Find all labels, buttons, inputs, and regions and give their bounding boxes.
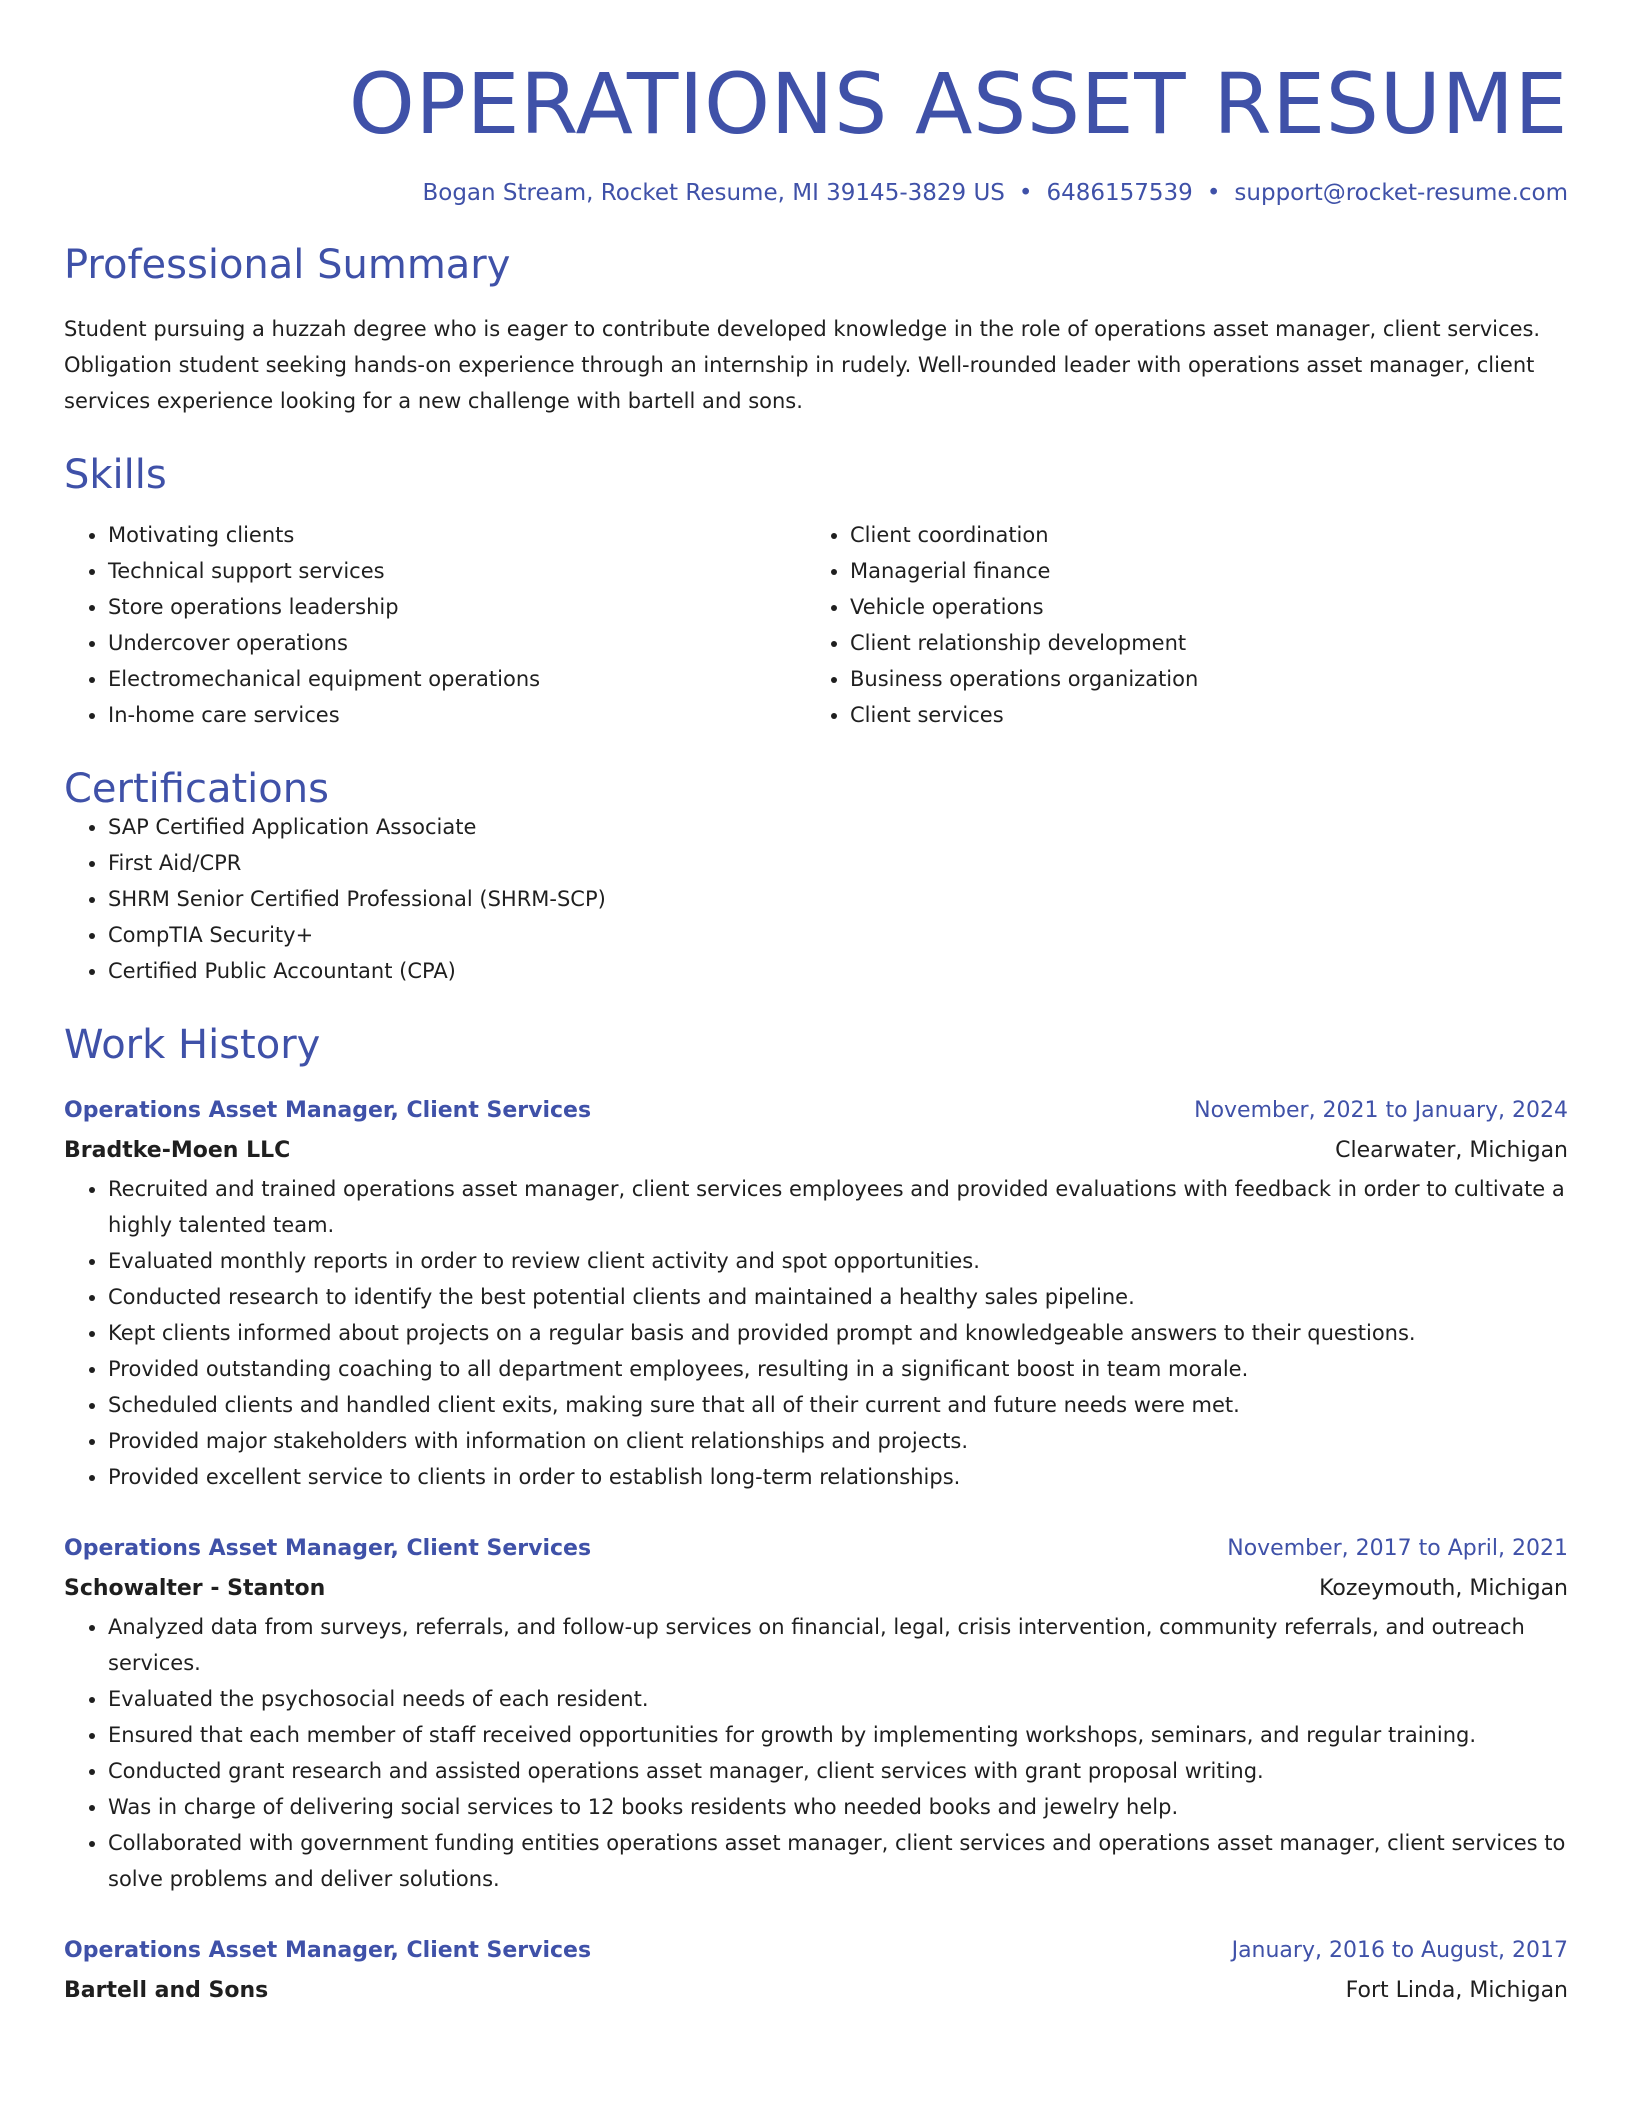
job-bullets (64, 1171, 1568, 1495)
resume-title: OPERATIONS ASSET RESUME (348, 55, 1568, 153)
contact-line (64, 182, 1568, 205)
skill-item: • Undercover operations (108, 625, 806, 661)
skill-item: • Electromechanical equipment operations (108, 661, 806, 697)
skills-column-left (64, 517, 806, 733)
skill-item: • Store operations leadership (108, 589, 806, 625)
summary-text: Student pursuing a huzzah degree who is eager to contribute developed knowledge in the role of operations asset manager, client services. Obligation student seeking hands-on experience through an internship in rudely. Well-rounded leader with operations asset manager, client services experience looking for a new challenge with bartell and sons. (64, 317, 1541, 413)
job-company-row (64, 1131, 1568, 1171)
job-title: Operations Asset Manager, Client Services (64, 1536, 592, 1561)
certification-item: • Certified Public Accountant (CPA) (108, 953, 1568, 989)
job-bullet: • Ensured that each member of staff received opportunities for growth by implementing workshops, seminars, and regular training. (108, 1717, 1568, 1753)
job-header-row (64, 1529, 1568, 1569)
job-company-row (64, 1971, 1568, 2011)
job-company: Bradtke-Moen LLC (64, 1138, 291, 1163)
job-dates: November, 2021 to January, 2024 (1194, 1098, 1568, 1123)
work-history-heading: Work History (64, 1022, 321, 1068)
contact-separator: • (1018, 180, 1033, 206)
certification-item: • SAP Certified Application Associate (108, 809, 1568, 845)
job-bullet: • Conducted research to identify the best potential clients and maintained a healthy sales pipeline. (108, 1279, 1568, 1315)
job-bullet: • Evaluated the psychosocial needs of each resident. (108, 1681, 1568, 1717)
skill-item: • Vehicle operations (850, 589, 1548, 625)
skill-item: • In-home care services (108, 697, 806, 733)
certification-item: • SHRM Senior Certified Professional (SHRM-SCP) (108, 881, 1568, 917)
job-bullets (64, 1609, 1568, 1897)
skill-item: • Motivating clients (108, 517, 806, 553)
skill-item: • Managerial finance (850, 553, 1548, 589)
job-dates: November, 2017 to April, 2021 (1227, 1536, 1568, 1561)
skill-item: • Client coordination (850, 517, 1548, 553)
job-bullet: • Conducted grant research and assisted operations asset manager, client services with grant proposal writing. (108, 1753, 1568, 1789)
job-company: Schowalter - Stanton (64, 1576, 326, 1601)
skills-list-left (64, 517, 806, 733)
certifications-list (64, 809, 1568, 989)
job-bullet: • Analyzed data from surveys, referrals, and follow-up services on financial, legal, crisis intervention, community referrals, and outreach services. (108, 1609, 1568, 1681)
skills-grid (64, 517, 1568, 733)
skill-item: • Business operations organization (850, 661, 1548, 697)
job-location: Kozeymouth, Michigan (1319, 1576, 1568, 1601)
job-dates: January, 2016 to August, 2017 (1231, 1938, 1568, 1963)
job-bullet: • Provided excellent service to clients in order to establish long-term relationships. (108, 1459, 1568, 1495)
job-bullet: • Scheduled clients and handled client exits, making sure that all of their current and future needs were met. (108, 1387, 1568, 1423)
job-header-row (64, 1931, 1568, 1971)
job-bullet: • Evaluated monthly reports in order to review client activity and spot opportunities. (108, 1243, 1568, 1279)
job-location: Clearwater, Michigan (1335, 1138, 1568, 1163)
job-company: Bartell and Sons (64, 1978, 269, 2003)
job-bullet: • Recruited and trained operations asset manager, client services employees and provided evaluations with feedback in order to cultivate a highly talented team. (108, 1171, 1568, 1243)
contact-phone: 6486157539 (1046, 180, 1193, 206)
job-company-row (64, 1569, 1568, 1609)
skill-item: • Client services (850, 697, 1548, 733)
job-bullet: • Was in charge of delivering social services to 12 books residents who needed books and jewelry help. (108, 1789, 1568, 1825)
skill-item: • Client relationship development (850, 625, 1548, 661)
job-header-row (64, 1091, 1568, 1131)
job-title: Operations Asset Manager, Client Services (64, 1098, 592, 1123)
contact-email[interactable]: support@rocket-resume.com (1234, 180, 1568, 206)
job-entry (64, 1931, 1568, 2011)
job-location: Fort Linda, Michigan (1345, 1978, 1568, 2003)
certification-item: • CompTIA Security+ (108, 917, 1568, 953)
certification-item: • First Aid/CPR (108, 845, 1568, 881)
skills-heading: Skills (64, 452, 167, 498)
job-bullet: • Collaborated with government funding entities operations asset manager, client services and operations asset manager, client services to solve problems and deliver solutions. (108, 1825, 1568, 1897)
job-bullet: • Provided outstanding coaching to all department employees, resulting in a significant boost in team morale. (108, 1351, 1568, 1387)
job-title: Operations Asset Manager, Client Services (64, 1938, 592, 1963)
job-bullet: • Kept clients informed about projects on a regular basis and provided prompt and knowledgeable answers to their questions. (108, 1315, 1568, 1351)
summary-heading: Professional Summary (64, 242, 511, 288)
contact-address: Bogan Stream, Rocket Resume, MI 39145-3829 US (422, 180, 1005, 206)
certifications-heading: Certifications (64, 766, 329, 812)
job-entry (64, 1529, 1568, 1897)
skills-column-right (806, 517, 1548, 733)
job-bullet: • Provided major stakeholders with information on client relationships and projects. (108, 1423, 1568, 1459)
job-entry (64, 1091, 1568, 1495)
skills-list-right (806, 517, 1548, 733)
skill-item: • Technical support services (108, 553, 806, 589)
contact-separator: • (1206, 180, 1221, 206)
